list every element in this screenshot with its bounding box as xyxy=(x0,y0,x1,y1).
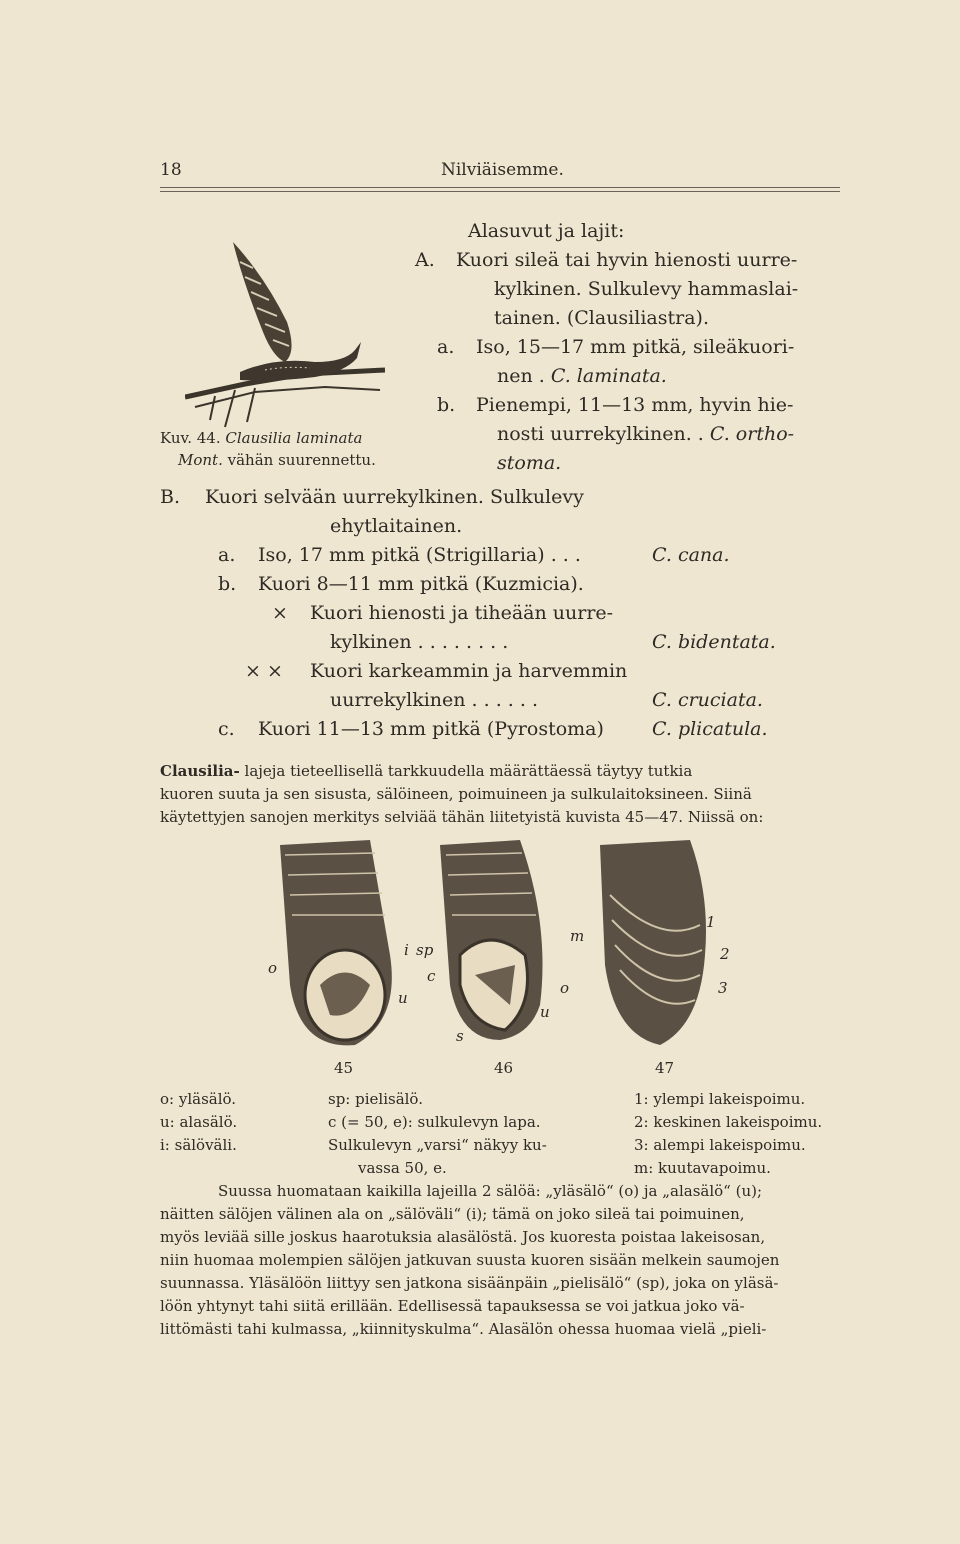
key-aa-line2-text: nen . xyxy=(497,365,551,387)
key-a-line3: tainen. (Clausiliastra). xyxy=(494,307,709,329)
key-bb-text: Kuori 8—11 mm pitkä (Kuzmicia). xyxy=(258,573,584,595)
intro-line1-text: lajeja tieteellisellä tarkkuudella määrättäessä täytyy tutkia xyxy=(239,762,693,780)
species-orthostoma-part2: stoma. xyxy=(497,452,562,474)
fig47-label-2: 2 xyxy=(720,945,730,963)
key-aa-line1: Iso, 15—17 mm pitkä, sileäkuori- xyxy=(476,336,795,358)
intro-paragraph xyxy=(160,760,840,829)
fig47-label-3: 3 xyxy=(718,979,728,997)
legend-col2 xyxy=(328,1088,547,1180)
key-b-line2: ehytlaitainen. xyxy=(330,515,463,537)
key-ab-line2 xyxy=(497,420,794,449)
legend-sp: sp: pielisälö. xyxy=(328,1090,423,1108)
page-number: 18 xyxy=(160,160,182,180)
fig46-label-o: o xyxy=(560,979,570,997)
key-ab-line1: Pienempi, 11—13 mm, hyvin hie- xyxy=(476,394,794,416)
genus-name: Clausilia- xyxy=(160,762,240,780)
figures-45-47 xyxy=(260,835,740,1060)
figure-47-number: 47 xyxy=(655,1059,675,1077)
key-a-label: A. xyxy=(415,249,435,271)
figure-44-illustration xyxy=(185,222,385,432)
species-plicatula: C. plicatula. xyxy=(652,718,768,740)
caption-figure-number: Kuv. 44. xyxy=(160,429,221,447)
legend-c: c (= 50, e): sulkulevyn lapa. xyxy=(328,1113,541,1131)
legend-varsi-cont: vassa 50, e. xyxy=(358,1159,447,1177)
header-rule-top xyxy=(160,187,840,188)
key-x2-line2: uurrekylkinen . . . . . . xyxy=(330,689,538,711)
key-x1-line2: kylkinen . . . . . . . . xyxy=(330,631,509,653)
intro-line3: käytettyjen sanojen merkitys selviää tähän liitetyistä kuvista 45—47. Niissä on: xyxy=(160,808,764,826)
fig45-label-i: i xyxy=(404,941,409,959)
caption-author: Mont. xyxy=(178,451,223,469)
species-cruciata: C. cruciata. xyxy=(652,689,763,711)
key-ab-label: b. xyxy=(437,394,456,416)
key-bc-text: Kuori 11—13 mm pitkä (Pyrostoma) xyxy=(258,718,604,740)
key-bb-label: b. xyxy=(218,573,237,595)
figure-45-shell xyxy=(280,840,392,1045)
key-ba-text: Iso, 17 mm pitkä (Strigillaria) . . . xyxy=(258,544,581,566)
caption-note: vähän suurennettu. xyxy=(227,451,376,469)
body-line-4: niin huomaa molempien sälöjen jatkuvan suusta kuoren sisään melkein saumojen xyxy=(160,1251,780,1269)
legend-2: 2: keskinen lakeispoimu. xyxy=(634,1113,823,1131)
intro-line1 xyxy=(160,760,840,783)
figure-45-number: 45 xyxy=(334,1059,354,1077)
key-x2-mark: × × xyxy=(245,660,283,682)
fig47-label-1: 1 xyxy=(706,913,716,931)
running-title: Nilviäisemme. xyxy=(441,160,564,180)
legend-i: i: sälöväli. xyxy=(160,1136,237,1154)
key-aa-line2 xyxy=(497,362,667,391)
legend-o: o: yläsälö. xyxy=(160,1090,237,1108)
legend-3: 3: alempi lakeispoimu. xyxy=(634,1136,806,1154)
header-rule-bottom xyxy=(160,191,840,192)
fig46-label-s: s xyxy=(456,1027,464,1045)
key-x2-line1: Kuori karkeammin ja harvemmin xyxy=(310,660,628,682)
key-x1-line1: Kuori hienosti ja tiheään uurre- xyxy=(310,602,614,624)
key-x1-mark: × xyxy=(272,602,288,624)
fig47-label-m: m xyxy=(570,927,585,945)
fig46-label-sp: sp xyxy=(416,941,434,959)
legend-col3 xyxy=(634,1088,822,1180)
key-ab-line2-text: nosti uurrekylkinen. . xyxy=(497,423,710,445)
key-b-line1: Kuori selvään uurrekylkinen. Sulkulevy xyxy=(205,486,584,508)
key-bc-label: c. xyxy=(218,718,235,740)
body-line-3: myös leviää sille joskus haarotuksia alasälöstä. Jos kuoresta poistaa lakeisosan, xyxy=(160,1228,766,1246)
legend-m: m: kuutavapoimu. xyxy=(634,1159,771,1177)
body-line-6: löön yhtynyt tahi siitä erillään. Edellisessä tapauksessa se voi jatkua joko vä- xyxy=(160,1297,745,1315)
species-orthostoma-part1: C. ortho- xyxy=(709,423,795,445)
intro-line2: kuoren suuta ja sen sisusta, sälöineen, poimuineen ja sulkulaitoksineen. Siinä xyxy=(160,785,752,803)
species-cana: C. cana. xyxy=(652,544,730,566)
body-line-2: näitten sälöjen välinen ala on „sälöväli“ (i); tämä on joko sileä tai poimuinen, xyxy=(160,1205,745,1223)
caption-species: Clausilia laminata xyxy=(225,429,363,447)
key-ab-line3 xyxy=(497,449,561,478)
legend-varsi: Sulkulevyn „varsi“ näkyy ku- xyxy=(328,1136,547,1154)
key-aa-label: a. xyxy=(437,336,455,358)
fig45-label-o: o xyxy=(268,959,278,977)
figure-46-shell xyxy=(440,840,543,1040)
key-heading: Alasuvut ja lajit: xyxy=(468,220,625,242)
species-laminata: C. laminata. xyxy=(550,365,667,387)
body-line-7: littömästi tahi kulmassa, „kiinnityskulma“. Alasälön ohessa huomaa vielä „pieli- xyxy=(160,1320,767,1338)
figure-46-number: 46 xyxy=(494,1059,514,1077)
fig46-label-u: u xyxy=(540,1003,550,1021)
body-line-5: suunnassa. Yläsälöön liittyy sen jatkona sisäänpäin „pielisälö“ (sp), joka on yläsä- xyxy=(160,1274,779,1292)
fig46-label-c: c xyxy=(427,967,436,985)
figure-44-caption-line2 xyxy=(178,450,376,470)
fig45-label-u: u xyxy=(398,989,408,1007)
key-ba-label: a. xyxy=(218,544,236,566)
figure-44-caption-line1 xyxy=(160,428,362,448)
legend-col1 xyxy=(160,1088,237,1157)
key-a-line2: kylkinen. Sulkulevy hammaslai- xyxy=(494,278,799,300)
species-bidentata: C. bidentata. xyxy=(652,631,776,653)
figure-47-shell xyxy=(600,840,706,1045)
key-b-label: B. xyxy=(160,486,181,508)
body-line-1: Suussa huomataan kaikilla lajeilla 2 sälöä: „yläsälö“ (o) ja „alasälö“ (u); xyxy=(218,1182,763,1200)
legend-u: u: alasälö. xyxy=(160,1113,238,1131)
key-a-line1: Kuori sileä tai hyvin hienosti uurre- xyxy=(456,249,798,271)
legend-1: 1: ylempi lakeispoimu. xyxy=(634,1090,806,1108)
body-paragraph xyxy=(160,1180,842,1341)
